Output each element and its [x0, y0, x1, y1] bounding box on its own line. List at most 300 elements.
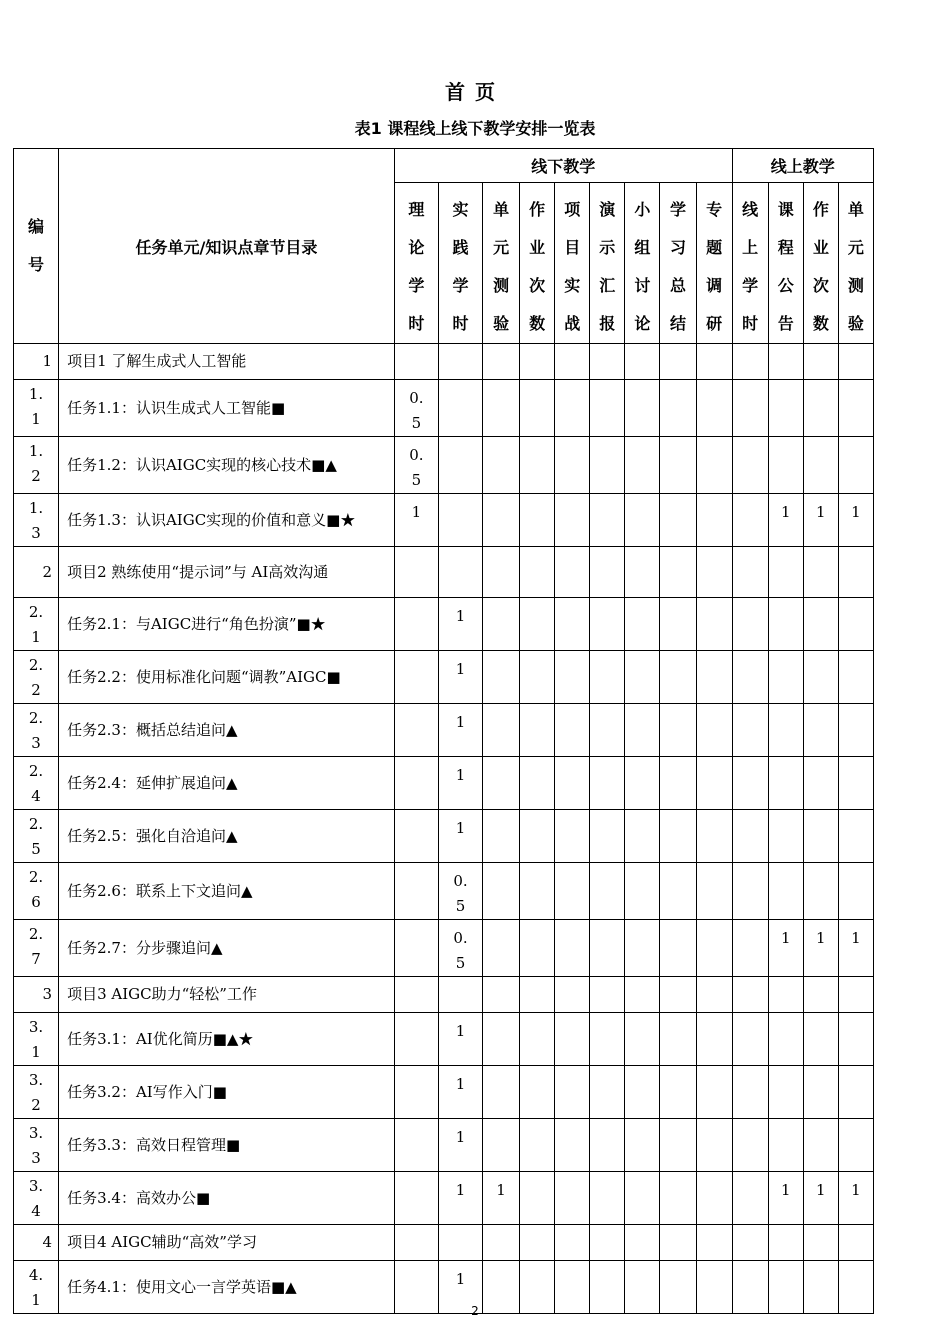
value-cell: [438, 547, 482, 598]
value-cell: [803, 547, 838, 598]
header-online-col: 线上学时: [732, 183, 768, 344]
value-cell: 1: [803, 1172, 838, 1225]
value-cell: [660, 547, 696, 598]
task-name: 任务1.3：认识AIGC实现的价值和意义■★: [59, 494, 395, 547]
value-cell: 1: [838, 494, 873, 547]
project-row: [14, 977, 874, 1013]
value-cell: [625, 437, 660, 494]
value-cell: [520, 1119, 555, 1172]
value-cell: [838, 810, 873, 863]
value-cell: [803, 704, 838, 757]
value-cell: [555, 1013, 590, 1066]
row-number: 1.3: [14, 494, 59, 547]
value-cell: [483, 547, 520, 598]
value-cell: [660, 1119, 696, 1172]
task-name: 任务2.7：分步骤追问▲: [59, 920, 395, 977]
value-cell: 1: [803, 494, 838, 547]
row-number: 3.3: [14, 1119, 59, 1172]
value-cell: [625, 547, 660, 598]
value-cell: [838, 437, 873, 494]
value-cell: [438, 1225, 482, 1261]
value-cell: [660, 920, 696, 977]
value-cell: [483, 977, 520, 1013]
value-cell: [660, 977, 696, 1013]
value-cell: [732, 1119, 768, 1172]
value-cell: [696, 920, 732, 977]
value-cell: [590, 920, 625, 977]
schedule-table: [13, 148, 874, 1314]
value-cell: [483, 1119, 520, 1172]
value-cell: [768, 380, 803, 437]
value-cell: [803, 1119, 838, 1172]
value-cell: [555, 977, 590, 1013]
row-number: 3.4: [14, 1172, 59, 1225]
value-cell: [660, 863, 696, 920]
value-cell: 1: [394, 494, 438, 547]
project-name: 项目1 了解生成式人工智能: [59, 344, 395, 380]
header-online-col: 作业次数: [803, 183, 838, 344]
value-cell: 1: [438, 651, 482, 704]
value-cell: [660, 810, 696, 863]
value-cell: 1: [768, 920, 803, 977]
value-cell: [625, 344, 660, 380]
task-row: [14, 1172, 874, 1225]
value-cell: [838, 547, 873, 598]
value-cell: [555, 704, 590, 757]
row-number: 2.6: [14, 863, 59, 920]
value-cell: [838, 757, 873, 810]
value-cell: [803, 344, 838, 380]
value-cell: [803, 863, 838, 920]
value-cell: [625, 863, 660, 920]
value-cell: [438, 437, 482, 494]
value-cell: [625, 1013, 660, 1066]
value-cell: [732, 494, 768, 547]
value-cell: [696, 757, 732, 810]
task-name: 任务3.2：AI写作入门■: [59, 1066, 395, 1119]
value-cell: [803, 437, 838, 494]
table-header: [14, 149, 874, 344]
value-cell: [660, 380, 696, 437]
value-cell: [838, 598, 873, 651]
value-cell: [768, 1119, 803, 1172]
value-cell: [660, 494, 696, 547]
value-cell: [483, 1066, 520, 1119]
value-cell: [483, 494, 520, 547]
value-cell: [768, 704, 803, 757]
value-cell: [732, 547, 768, 598]
value-cell: [732, 1066, 768, 1119]
page-number: 2: [471, 1304, 479, 1318]
task-row: [14, 1119, 874, 1172]
value-cell: [520, 1066, 555, 1119]
value-cell: [732, 380, 768, 437]
value-cell: [555, 651, 590, 704]
value-cell: [520, 1172, 555, 1225]
value-cell: [696, 380, 732, 437]
value-cell: [483, 757, 520, 810]
value-cell: [838, 1225, 873, 1261]
value-cell: [520, 437, 555, 494]
value-cell: [732, 651, 768, 704]
row-number: 2: [14, 547, 59, 598]
value-cell: [483, 704, 520, 757]
row-number: 3.2: [14, 1066, 59, 1119]
row-number: 4: [14, 1225, 59, 1261]
value-cell: [768, 977, 803, 1013]
value-cell: [768, 598, 803, 651]
task-name: 任务2.6：联系上下文追问▲: [59, 863, 395, 920]
value-cell: [483, 1225, 520, 1261]
value-cell: [520, 920, 555, 977]
value-cell: [483, 810, 520, 863]
value-cell: [520, 380, 555, 437]
value-cell: [803, 1013, 838, 1066]
value-cell: [660, 1172, 696, 1225]
value-cell: [696, 1225, 732, 1261]
header-no: 编号: [14, 149, 59, 344]
task-name: 任务2.5：强化自洽追问▲: [59, 810, 395, 863]
header-offline-col: 作业次数: [520, 183, 555, 344]
value-cell: [696, 1172, 732, 1225]
value-cell: 0.5: [438, 920, 482, 977]
header-offline-col: 单元测验: [483, 183, 520, 344]
value-cell: [483, 598, 520, 651]
row-number: 2.7: [14, 920, 59, 977]
value-cell: 1: [438, 810, 482, 863]
row-number: 2.5: [14, 810, 59, 863]
value-cell: [696, 494, 732, 547]
task-row: [14, 920, 874, 977]
value-cell: [520, 704, 555, 757]
value-cell: [394, 547, 438, 598]
value-cell: [732, 757, 768, 810]
value-cell: [660, 704, 696, 757]
value-cell: [438, 977, 482, 1013]
value-cell: [483, 920, 520, 977]
value-cell: 1: [438, 1013, 482, 1066]
value-cell: [590, 1172, 625, 1225]
row-number: 3.1: [14, 1013, 59, 1066]
value-cell: [732, 437, 768, 494]
value-cell: [555, 1066, 590, 1119]
task-name: 任务2.3：概括总结追问▲: [59, 704, 395, 757]
value-cell: [438, 344, 482, 380]
value-cell: [838, 863, 873, 920]
project-row: [14, 344, 874, 380]
value-cell: [660, 437, 696, 494]
row-number: 1.1: [14, 380, 59, 437]
task-name: 任务3.1：AI优化简历■▲★: [59, 1013, 395, 1066]
task-row: [14, 1013, 874, 1066]
value-cell: [732, 344, 768, 380]
value-cell: 1: [438, 757, 482, 810]
value-cell: [660, 1225, 696, 1261]
header-offline-col: 项目实战: [555, 183, 590, 344]
value-cell: [625, 757, 660, 810]
value-cell: [590, 1066, 625, 1119]
value-cell: 1: [438, 598, 482, 651]
value-cell: [590, 437, 625, 494]
value-cell: [732, 1013, 768, 1066]
project-name: 项目3 AIGC助力“轻松”工作: [59, 977, 395, 1013]
value-cell: [394, 704, 438, 757]
value-cell: [660, 651, 696, 704]
value-cell: [520, 757, 555, 810]
value-cell: [394, 863, 438, 920]
value-cell: [555, 494, 590, 547]
task-row: [14, 494, 874, 547]
value-cell: [555, 1225, 590, 1261]
value-cell: [520, 1225, 555, 1261]
task-name: 任务3.4：高效办公■: [59, 1172, 395, 1225]
value-cell: [660, 1066, 696, 1119]
value-cell: [520, 1013, 555, 1066]
value-cell: [483, 863, 520, 920]
value-cell: 1: [838, 920, 873, 977]
table-body: [14, 344, 874, 1314]
value-cell: [803, 1066, 838, 1119]
value-cell: [555, 1172, 590, 1225]
value-cell: [590, 1119, 625, 1172]
value-cell: [803, 651, 838, 704]
value-cell: [483, 380, 520, 437]
value-cell: [732, 810, 768, 863]
value-cell: [803, 810, 838, 863]
value-cell: [803, 757, 838, 810]
value-cell: [696, 344, 732, 380]
header-unit: 任务单元/知识点章节目录: [59, 149, 395, 344]
header-offline-col: 理论学时: [394, 183, 438, 344]
value-cell: [838, 1119, 873, 1172]
value-cell: [483, 651, 520, 704]
value-cell: [625, 1066, 660, 1119]
value-cell: [590, 704, 625, 757]
value-cell: [483, 1013, 520, 1066]
task-name: 任务1.1：认识生成式人工智能■: [59, 380, 395, 437]
task-name: 任务1.2：认识AIGC实现的核心技术■▲: [59, 437, 395, 494]
value-cell: [625, 598, 660, 651]
header-online-col: 课程公告: [768, 183, 803, 344]
value-cell: [438, 494, 482, 547]
row-number: 2.2: [14, 651, 59, 704]
row-number: 2.3: [14, 704, 59, 757]
value-cell: [394, 1172, 438, 1225]
value-cell: [696, 598, 732, 651]
value-cell: [555, 437, 590, 494]
value-cell: [768, 437, 803, 494]
value-cell: [590, 380, 625, 437]
value-cell: [555, 863, 590, 920]
value-cell: 1: [438, 1066, 482, 1119]
task-row: [14, 380, 874, 437]
header-offline-col: 专题调研: [696, 183, 732, 344]
row-number: 2.4: [14, 757, 59, 810]
value-cell: [660, 1013, 696, 1066]
value-cell: [555, 547, 590, 598]
value-cell: [520, 810, 555, 863]
value-cell: [732, 920, 768, 977]
row-number: 1.2: [14, 437, 59, 494]
value-cell: [394, 344, 438, 380]
value-cell: [768, 651, 803, 704]
value-cell: [838, 344, 873, 380]
value-cell: [555, 380, 590, 437]
value-cell: [660, 598, 696, 651]
value-cell: 0.5: [438, 863, 482, 920]
value-cell: [394, 598, 438, 651]
value-cell: [590, 757, 625, 810]
value-cell: [768, 1013, 803, 1066]
value-cell: [483, 344, 520, 380]
task-row: [14, 704, 874, 757]
value-cell: [590, 344, 625, 380]
header-offline-col: 演示汇报: [590, 183, 625, 344]
value-cell: [768, 757, 803, 810]
value-cell: 1: [438, 1119, 482, 1172]
task-row: [14, 598, 874, 651]
value-cell: [394, 651, 438, 704]
value-cell: [803, 380, 838, 437]
value-cell: 1: [768, 1172, 803, 1225]
value-cell: [696, 1013, 732, 1066]
value-cell: [803, 598, 838, 651]
project-name: 项目4 AIGC辅助“高效”学习: [59, 1225, 395, 1261]
value-cell: [590, 1013, 625, 1066]
value-cell: [768, 547, 803, 598]
value-cell: [520, 547, 555, 598]
value-cell: 1: [438, 1261, 482, 1314]
value-cell: 1: [438, 1172, 482, 1225]
row-number: 2.1: [14, 598, 59, 651]
value-cell: [768, 863, 803, 920]
value-cell: [696, 704, 732, 757]
value-cell: [625, 380, 660, 437]
value-cell: [625, 1172, 660, 1225]
task-name: 任务2.1：与AIGC进行“角色扮演”■★: [59, 598, 395, 651]
value-cell: [696, 977, 732, 1013]
value-cell: [520, 977, 555, 1013]
value-cell: [732, 863, 768, 920]
value-cell: [803, 1225, 838, 1261]
value-cell: 0.5: [394, 437, 438, 494]
header-online-col: 单元测验: [838, 183, 873, 344]
header-group-row: [14, 149, 874, 183]
value-cell: [483, 437, 520, 494]
value-cell: [520, 344, 555, 380]
task-row: [14, 1066, 874, 1119]
task-row: [14, 757, 874, 810]
value-cell: [838, 651, 873, 704]
value-cell: [838, 380, 873, 437]
value-cell: [625, 810, 660, 863]
value-cell: [625, 920, 660, 977]
value-cell: [555, 920, 590, 977]
value-cell: [838, 704, 873, 757]
value-cell: [394, 757, 438, 810]
table-caption: 表1 课程线上线下教学安排一览表: [354, 119, 596, 138]
value-cell: 1: [803, 920, 838, 977]
value-cell: [625, 1119, 660, 1172]
task-name: 任务4.1：使用文心一言学英语■▲: [59, 1261, 395, 1314]
task-name: 任务3.3：高效日程管理■: [59, 1119, 395, 1172]
value-cell: [520, 598, 555, 651]
value-cell: [555, 598, 590, 651]
project-row: [14, 1225, 874, 1261]
value-cell: [625, 704, 660, 757]
value-cell: [696, 651, 732, 704]
value-cell: [696, 1119, 732, 1172]
value-cell: [394, 1013, 438, 1066]
value-cell: 1: [838, 1172, 873, 1225]
value-cell: [625, 977, 660, 1013]
value-cell: [768, 810, 803, 863]
value-cell: [732, 704, 768, 757]
value-cell: [555, 1119, 590, 1172]
value-cell: [590, 494, 625, 547]
value-cell: [555, 344, 590, 380]
page-title: 首页: [445, 80, 505, 104]
value-cell: [732, 598, 768, 651]
value-cell: [394, 810, 438, 863]
header-offline-col: 学习总结: [660, 183, 696, 344]
value-cell: [520, 651, 555, 704]
value-cell: [394, 1119, 438, 1172]
value-cell: [555, 810, 590, 863]
value-cell: [696, 1066, 732, 1119]
value-cell: [768, 1066, 803, 1119]
header-offline-col: 小组讨论: [625, 183, 660, 344]
value-cell: [803, 977, 838, 1013]
value-cell: [696, 437, 732, 494]
value-cell: [732, 977, 768, 1013]
task-row: [14, 437, 874, 494]
value-cell: 1: [483, 1172, 520, 1225]
value-cell: [590, 977, 625, 1013]
project-name: 项目2 熟练使用“提示词”与 AI高效沟通: [59, 547, 395, 598]
value-cell: [590, 651, 625, 704]
value-cell: [555, 757, 590, 810]
header-offline: 线下教学: [394, 149, 732, 183]
value-cell: 1: [768, 494, 803, 547]
value-cell: [394, 1066, 438, 1119]
value-cell: [520, 494, 555, 547]
value-cell: [590, 810, 625, 863]
value-cell: [696, 810, 732, 863]
value-cell: [590, 863, 625, 920]
value-cell: [696, 547, 732, 598]
value-cell: [394, 977, 438, 1013]
value-cell: [768, 344, 803, 380]
value-cell: [438, 380, 482, 437]
value-cell: [520, 863, 555, 920]
header-online: 线上教学: [732, 149, 873, 183]
value-cell: [838, 1013, 873, 1066]
header-offline-col: 实践学时: [438, 183, 482, 344]
value-cell: [590, 547, 625, 598]
row-number: 4.1: [14, 1261, 59, 1314]
value-cell: 1: [438, 704, 482, 757]
task-row: [14, 651, 874, 704]
row-number: 3: [14, 977, 59, 1013]
row-number: 1: [14, 344, 59, 380]
value-cell: [660, 757, 696, 810]
value-cell: [838, 1066, 873, 1119]
value-cell: [768, 1225, 803, 1261]
value-cell: 0.5: [394, 380, 438, 437]
value-cell: [732, 1172, 768, 1225]
value-cell: [625, 1225, 660, 1261]
